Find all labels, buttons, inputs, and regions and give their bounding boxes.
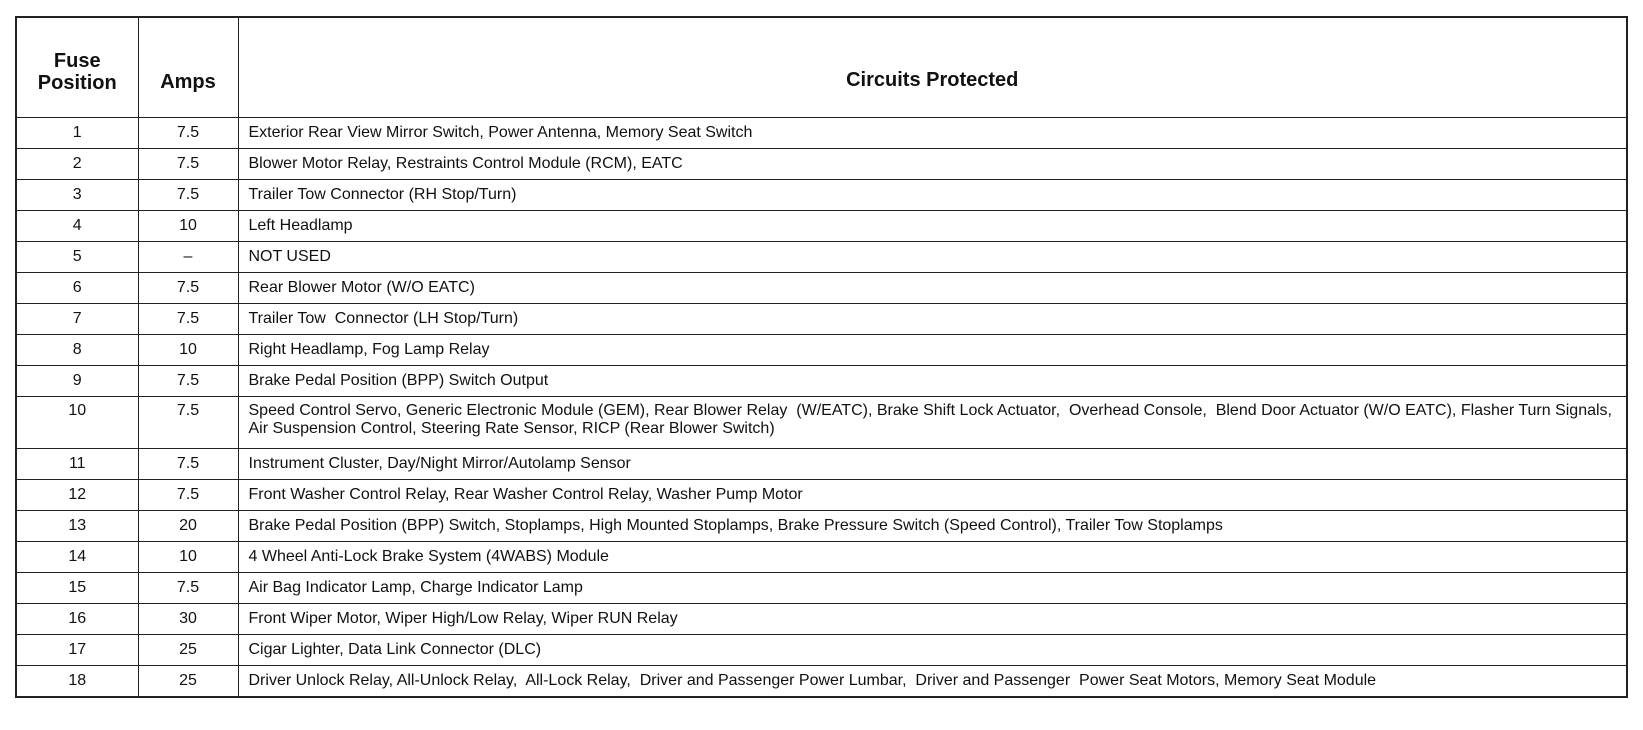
amps-cell: 7.5	[138, 180, 238, 211]
circuits-cell: Brake Pedal Position (BPP) Switch Output	[238, 366, 1627, 397]
amps-cell: 7.5	[138, 480, 238, 511]
fuse-position-cell: 2	[16, 149, 138, 180]
fuse-table	[15, 16, 1628, 698]
amps-cell: 7.5	[138, 118, 238, 149]
amps-cell: 20	[138, 511, 238, 542]
table-row	[16, 604, 1627, 635]
table-row	[16, 180, 1627, 211]
table-row	[16, 666, 1627, 698]
table-row	[16, 480, 1627, 511]
circuits-cell: Trailer Tow Connector (RH Stop/Turn)	[238, 180, 1627, 211]
fuse-position-cell: 17	[16, 635, 138, 666]
header-fuse-position: Fuse Position	[16, 17, 138, 118]
fuse-position-cell: 13	[16, 511, 138, 542]
table-row	[16, 304, 1627, 335]
circuits-cell: Exterior Rear View Mirror Switch, Power Antenna, Memory Seat Switch	[238, 118, 1627, 149]
table-row	[16, 366, 1627, 397]
fuse-position-cell: 12	[16, 480, 138, 511]
amps-cell: 30	[138, 604, 238, 635]
amps-cell: 7.5	[138, 573, 238, 604]
fuse-position-cell: 10	[16, 397, 138, 449]
amps-cell: 7.5	[138, 449, 238, 480]
amps-cell: 7.5	[138, 397, 238, 449]
table-row	[16, 542, 1627, 573]
fuse-position-cell: 1	[16, 118, 138, 149]
header-circuits-protected: Circuits Protected	[238, 17, 1627, 118]
amps-cell: 10	[138, 542, 238, 573]
table-row	[16, 149, 1627, 180]
fuse-position-cell: 9	[16, 366, 138, 397]
table-row	[16, 118, 1627, 149]
amps-cell: 7.5	[138, 149, 238, 180]
amps-cell: 25	[138, 666, 238, 698]
header-amps: Amps	[138, 17, 238, 118]
fuse-position-cell: 18	[16, 666, 138, 698]
circuits-cell: Front Washer Control Relay, Rear Washer Control Relay, Washer Pump Motor	[238, 480, 1627, 511]
amps-cell: –	[138, 242, 238, 273]
table-row	[16, 242, 1627, 273]
circuits-cell: Brake Pedal Position (BPP) Switch, Stoplamps, High Mounted Stoplamps, Brake Pressure Switch (Speed Control), Trailer Tow Stoplamps	[238, 511, 1627, 542]
circuits-cell: Driver Unlock Relay, All-Unlock Relay, All-Lock Relay, Driver and Passenger Power Lumbar, Driver and Passenger Power Seat Motors, Memory Seat Module	[238, 666, 1627, 698]
amps-cell: 7.5	[138, 273, 238, 304]
fuse-position-cell: 7	[16, 304, 138, 335]
fuse-position-cell: 6	[16, 273, 138, 304]
circuits-cell: 4 Wheel Anti-Lock Brake System (4WABS) Module	[238, 542, 1627, 573]
header-row	[16, 17, 1627, 118]
fuse-position-cell: 5	[16, 242, 138, 273]
fuse-position-cell: 4	[16, 211, 138, 242]
circuits-cell: Left Headlamp	[238, 211, 1627, 242]
table-row	[16, 211, 1627, 242]
fuse-position-cell: 11	[16, 449, 138, 480]
table-row	[16, 573, 1627, 604]
circuits-cell: Trailer Tow Connector (LH Stop/Turn)	[238, 304, 1627, 335]
table-row	[16, 449, 1627, 480]
fuse-position-cell: 14	[16, 542, 138, 573]
table-row	[16, 335, 1627, 366]
amps-cell: 25	[138, 635, 238, 666]
table-row	[16, 397, 1627, 449]
circuits-cell: Right Headlamp, Fog Lamp Relay	[238, 335, 1627, 366]
circuits-cell: NOT USED	[238, 242, 1627, 273]
amps-cell: 10	[138, 335, 238, 366]
fuse-position-cell: 3	[16, 180, 138, 211]
circuits-cell: Rear Blower Motor (W/O EATC)	[238, 273, 1627, 304]
amps-cell: 7.5	[138, 366, 238, 397]
fuse-position-cell: 15	[16, 573, 138, 604]
fuse-position-cell: 16	[16, 604, 138, 635]
circuits-cell: Front Wiper Motor, Wiper High/Low Relay, Wiper RUN Relay	[238, 604, 1627, 635]
table-row	[16, 511, 1627, 542]
fuse-position-cell: 8	[16, 335, 138, 366]
circuits-cell: Cigar Lighter, Data Link Connector (DLC)	[238, 635, 1627, 666]
amps-cell: 7.5	[138, 304, 238, 335]
circuits-cell: Speed Control Servo, Generic Electronic Module (GEM), Rear Blower Relay (W/EATC), Brake Shift Lock Actuator, Overhead Console, Blend Door Actuator (W/O EATC), Flasher Turn Signals, Air Suspension Control, Steering Rate Sensor, RICP (Rear Blower Switch)	[238, 397, 1627, 449]
table-row	[16, 635, 1627, 666]
table-row	[16, 273, 1627, 304]
amps-cell: 10	[138, 211, 238, 242]
circuits-cell: Air Bag Indicator Lamp, Charge Indicator Lamp	[238, 573, 1627, 604]
circuits-cell: Blower Motor Relay, Restraints Control Module (RCM), EATC	[238, 149, 1627, 180]
circuits-cell: Instrument Cluster, Day/Night Mirror/Autolamp Sensor	[238, 449, 1627, 480]
